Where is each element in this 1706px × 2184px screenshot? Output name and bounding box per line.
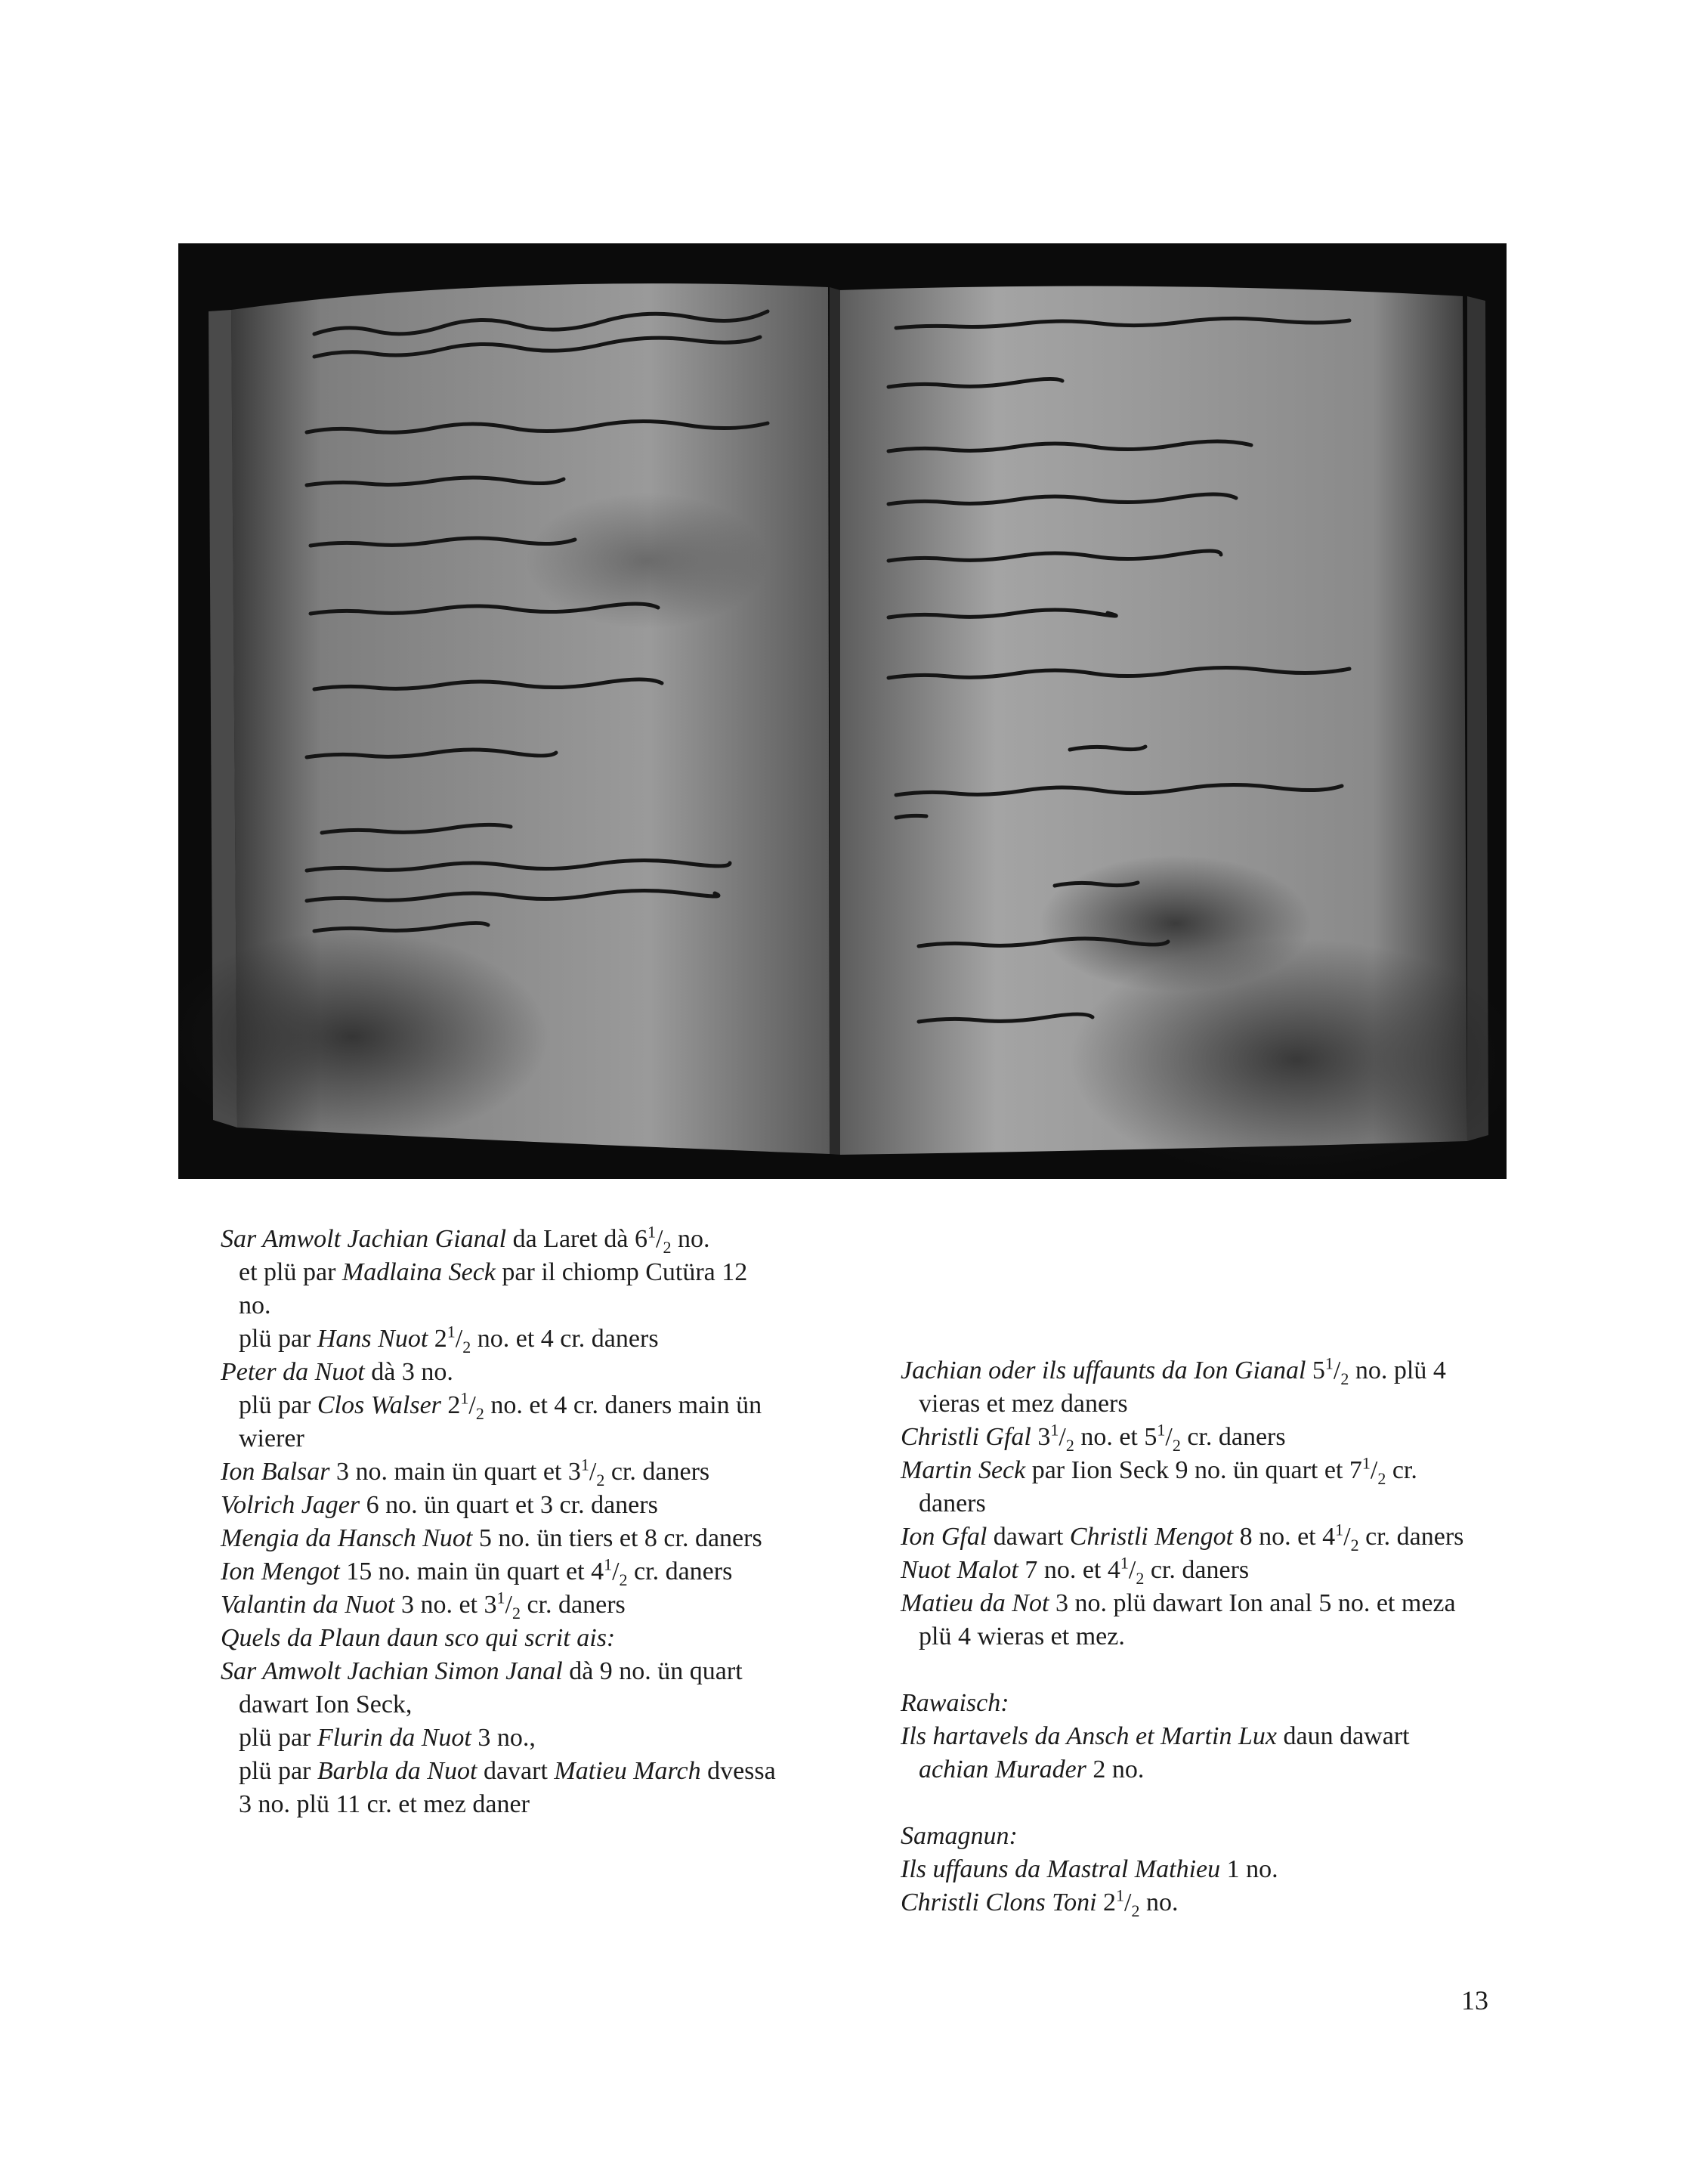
section-heading: Quels da Plaun daun sco qui scrit ais: <box>221 1624 616 1652</box>
section-heading: Rawaisch: <box>901 1689 1009 1717</box>
text-entry: Ion Mengot 15 no. main ün quart et $4^1/_2$ cr. daners <box>221 1554 733 1589</box>
text-entry: plü par Hans Nuot $2^1/_2$ no. et 4 cr. daners <box>239 1322 659 1356</box>
manuscript-photograph <box>178 243 1507 1179</box>
text-entry: Jachian oder ils uffaunts da Ion Gianal $5^1/_2$ no. plü 4 vieras et mez daners <box>901 1353 1446 1418</box>
text-entry: Volrich Jager 6 no. ün quart et 3 cr. daners <box>221 1491 658 1519</box>
text-entry: plü par Flurin da Nuot 3 no., <box>239 1724 536 1752</box>
right-text-column <box>901 1354 1475 1920</box>
text-entry: Sar Amwolt Jachian Simon Janal dà 9 no. ün quart dawart Ion Seck, <box>221 1657 743 1718</box>
text-entry: Peter da Nuot dà 3 no. <box>221 1358 453 1386</box>
text-entry: Christli Gfal $3^1/_2$ no. et $5^1/_2$ cr. daners <box>901 1420 1286 1455</box>
text-entry: Ion Balsar 3 no. main ün quart et $3^1/_2$ cr. daners <box>221 1455 710 1490</box>
section-heading: Samagnun: <box>901 1822 1018 1850</box>
text-entry: Ils hartavels da Ansch et Martin Lux daun dawart achian Murader 2 no. <box>901 1722 1410 1783</box>
text-entry: Mengia da Hansch Nuot 5 no. ün tiers et 8 cr. daners <box>221 1524 762 1552</box>
left-text-column <box>221 1223 780 1821</box>
text-entry: plü par Barbla da Nuot davart Matieu March dvessa 3 no. plü 11 cr. et mez daner <box>239 1757 776 1818</box>
text-entry: Matieu da Not 3 no. plü dawart Ion anal 5 no. et meza plü 4 wieras et mez. <box>901 1589 1456 1650</box>
text-entry: plü par Clos Walser $2^1/_2$ no. et 4 cr. daners main ün wierer <box>239 1388 762 1452</box>
text-entry: Sar Amwolt Jachian Gianal da Laret dà $6^1/_2$ no. <box>221 1222 710 1257</box>
text-entry: Ils uffauns da Mastral Mathieu 1 no. <box>901 1855 1278 1883</box>
text-entry: Martin Seck par Iion Seck 9 no. ün quart et $7^1/_2$ cr. daners <box>901 1453 1417 1517</box>
page-number: 13 <box>1461 1985 1488 2015</box>
text-entry: et plü par Madlaina Seck par il chiomp Cutüra 12 no. <box>239 1258 748 1319</box>
text-entry: Nuot Malot 7 no. et $4^1/_2$ cr. daners <box>901 1553 1250 1588</box>
text-entry: Ion Gfal dawart Christli Mengot 8 no. et $4^1/_2$ cr. daners <box>901 1520 1464 1554</box>
text-entry: Valantin da Nuot 3 no. et $3^1/_2$ cr. daners <box>221 1588 626 1623</box>
text-entry: Christli Clons Toni $2^1/_2$ no. <box>901 1885 1179 1920</box>
